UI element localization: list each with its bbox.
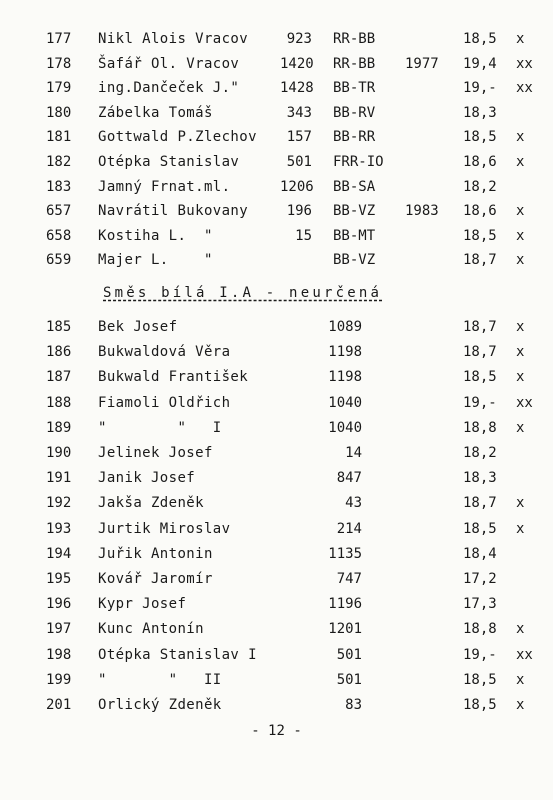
entry-id: 1428: [280, 80, 314, 97]
entry-id: 1089: [328, 319, 362, 335]
entry-id: 847: [336, 470, 362, 487]
entry-name: Bukwald František: [98, 369, 249, 386]
entry-id: 501: [286, 154, 312, 170]
entry-mark: x: [516, 369, 525, 386]
entry-id: 343: [286, 104, 312, 121]
entry-name: Nikl Alois Vracov: [98, 31, 249, 47]
entry-num: 182: [46, 154, 72, 170]
entry-mark: x: [516, 697, 525, 713]
entry-num: 194: [46, 545, 72, 562]
entry-score: 18,7: [463, 252, 497, 269]
entry-name: Kunc Antonín: [98, 621, 204, 638]
entry-id: 1420: [280, 55, 314, 72]
entry-year: 1977: [405, 55, 439, 72]
entry-score: 19,-: [463, 646, 497, 663]
entry-row: [0, 126, 553, 148]
entry-name: " " II: [98, 671, 222, 688]
entry-row: [0, 618, 553, 640]
entry-name: Kypr Josef: [98, 596, 187, 613]
entry-mark: x: [516, 520, 525, 537]
entry-row: [0, 28, 553, 50]
entry-num: 177: [46, 31, 72, 47]
entry-id: 1198: [328, 344, 362, 361]
entry-year: 1983: [405, 203, 439, 220]
entry-code: BB-VZ: [333, 203, 376, 220]
entry-code: BB-RR: [333, 129, 376, 146]
page-number: - 12 -: [251, 723, 302, 739]
entry-id: 1040: [328, 394, 362, 411]
entry-score: 18,3: [463, 470, 497, 487]
entry-num: 186: [46, 344, 72, 361]
entry-name: Orlický Zdeněk: [98, 697, 222, 713]
entry-num: 199: [46, 671, 72, 688]
entry-mark: x: [516, 129, 525, 146]
entry-score: 18,6: [463, 154, 497, 170]
entry-row: [0, 467, 553, 489]
entry-code: RR-BB: [333, 31, 376, 47]
entry-row: [0, 442, 553, 464]
entry-row: [0, 366, 553, 388]
entry-score: 18,7: [463, 344, 497, 361]
entry-name: Gottwald P.Zlechov: [98, 129, 257, 146]
entry-score: 18,5: [463, 671, 497, 688]
entry-num: 192: [46, 495, 72, 512]
entry-id: 83: [345, 697, 362, 713]
entry-num: 659: [46, 252, 72, 269]
entry-mark: x: [516, 419, 525, 436]
entry-name: Otépka Stanislav: [98, 154, 240, 170]
entry-name: " " I: [98, 419, 222, 436]
entry-row: [0, 568, 553, 590]
entry-id: 15: [295, 227, 312, 244]
entry-mark: xx: [516, 646, 533, 663]
entry-score: 18,5: [463, 697, 497, 713]
entry-code: BB-SA: [333, 178, 376, 195]
entry-num: 180: [46, 104, 72, 121]
section-title: Směs bílá I.A - neurčená: [103, 285, 383, 301]
entry-score: 17,2: [463, 571, 497, 587]
entry-row: [0, 200, 553, 222]
entry-name: Šafář Ol. Vracov: [98, 55, 240, 72]
entry-score: 18,5: [463, 520, 497, 537]
entry-name: Juřik Antonin: [98, 545, 213, 562]
entry-row: [0, 669, 553, 691]
entry-mark: x: [516, 495, 525, 512]
entry-name: Jelinek Josef: [98, 445, 213, 461]
entry-code: RR-BB: [333, 55, 376, 72]
entry-id: 157: [286, 129, 312, 146]
entry-row: [0, 644, 553, 666]
entry-num: 201: [46, 697, 72, 713]
entry-score: 19,4: [463, 55, 497, 72]
entry-score: 18,5: [463, 227, 497, 244]
entry-mark: x: [516, 203, 525, 220]
entry-score: 19,-: [463, 80, 497, 97]
entry-num: 657: [46, 203, 72, 220]
entry-num: 658: [46, 227, 72, 244]
entry-id: 196: [286, 203, 312, 220]
entry-num: 179: [46, 80, 72, 97]
entry-mark: x: [516, 154, 525, 170]
entry-name: Kostiha L. ": [98, 227, 213, 244]
entry-row: [0, 417, 553, 439]
entry-num: 196: [46, 596, 72, 613]
entry-num: 195: [46, 571, 72, 587]
entry-id: 501: [336, 646, 362, 663]
entry-name: Majer L. ": [98, 252, 213, 269]
entry-name: Bek Josef: [98, 319, 178, 335]
entry-name: ing.Dančeček J.": [98, 80, 240, 97]
entry-id: 1040: [328, 419, 362, 436]
entry-num: 190: [46, 445, 72, 461]
entry-id: 1201: [328, 621, 362, 638]
entry-row: [0, 492, 553, 514]
entry-id: 1196: [328, 596, 362, 613]
entry-score: 18,5: [463, 369, 497, 386]
entry-num: 188: [46, 394, 72, 411]
entry-row: [0, 151, 553, 173]
entry-score: 18,6: [463, 203, 497, 220]
entry-num: 181: [46, 129, 72, 146]
entry-score: 19,-: [463, 394, 497, 411]
entry-name: Jamný Frnat.ml.: [98, 178, 231, 195]
entry-mark: xx: [516, 394, 533, 411]
entry-code: BB-VZ: [333, 252, 376, 269]
entry-score: 18,4: [463, 545, 497, 562]
entry-id: 1135: [328, 545, 362, 562]
entry-num: 189: [46, 419, 72, 436]
entry-mark: x: [516, 671, 525, 688]
entry-score: 18,8: [463, 419, 497, 436]
entry-mark: x: [516, 621, 525, 638]
entry-score: 17,3: [463, 596, 497, 613]
entry-name: Jakša Zdeněk: [98, 495, 204, 512]
entry-mark: x: [516, 252, 525, 269]
entry-name: Kovář Jaromír: [98, 571, 213, 587]
entry-num: 197: [46, 621, 72, 638]
entry-score: 18,8: [463, 621, 497, 638]
entry-score: 18,2: [463, 445, 497, 461]
entry-score: 18,2: [463, 178, 497, 195]
entry-code: FRR-IO: [333, 154, 384, 170]
entry-score: 18,5: [463, 31, 497, 47]
entry-num: 183: [46, 178, 72, 195]
entry-row: [0, 341, 553, 363]
entry-num: 193: [46, 520, 72, 537]
entry-code: BB-MT: [333, 227, 376, 244]
entry-row: [0, 316, 553, 338]
entry-row: [0, 249, 553, 271]
entry-id: 43: [345, 495, 362, 512]
entry-mark: x: [516, 31, 525, 47]
entry-num: 198: [46, 646, 72, 663]
entry-num: 178: [46, 55, 72, 72]
entry-name: Bukwaldová Věra: [98, 344, 231, 361]
entry-name: Janik Josef: [98, 470, 196, 487]
entry-code: BB-TR: [333, 80, 376, 97]
entry-row: [0, 518, 553, 540]
entry-mark: xx: [516, 55, 533, 72]
entry-id: 214: [336, 520, 362, 537]
entry-score: 18,3: [463, 104, 497, 121]
entry-row: [0, 176, 553, 198]
entry-num: 185: [46, 319, 72, 335]
entry-score: 18,5: [463, 129, 497, 146]
entry-row: [0, 543, 553, 565]
entry-row: [0, 102, 553, 124]
entry-score: 18,7: [463, 319, 497, 335]
entry-mark: x: [516, 227, 525, 244]
entry-mark: xx: [516, 80, 533, 97]
entry-name: Jurtik Miroslav: [98, 520, 231, 537]
entry-name: Zábelka Tomáš: [98, 104, 213, 121]
entry-mark: x: [516, 319, 525, 335]
entry-row: [0, 593, 553, 615]
entry-name: Otépka Stanislav I: [98, 646, 257, 663]
entry-num: 187: [46, 369, 72, 386]
entry-code: BB-RV: [333, 104, 376, 121]
entry-id: 1198: [328, 369, 362, 386]
entry-id: 923: [286, 31, 312, 47]
entry-row: [0, 392, 553, 414]
entry-row: [0, 694, 553, 716]
entry-name: Fiamoli Oldřich: [98, 394, 231, 411]
entry-id: 14: [345, 445, 362, 461]
entry-id: 747: [336, 571, 362, 587]
entry-row: [0, 53, 553, 75]
entry-mark: x: [516, 344, 525, 361]
entry-row: [0, 77, 553, 99]
entry-row: [0, 225, 553, 247]
entry-num: 191: [46, 470, 72, 487]
entry-score: 18,7: [463, 495, 497, 512]
entry-name: Navrátil Bukovany: [98, 203, 249, 220]
entry-id: 501: [336, 671, 362, 688]
entry-id: 1206: [280, 178, 314, 195]
